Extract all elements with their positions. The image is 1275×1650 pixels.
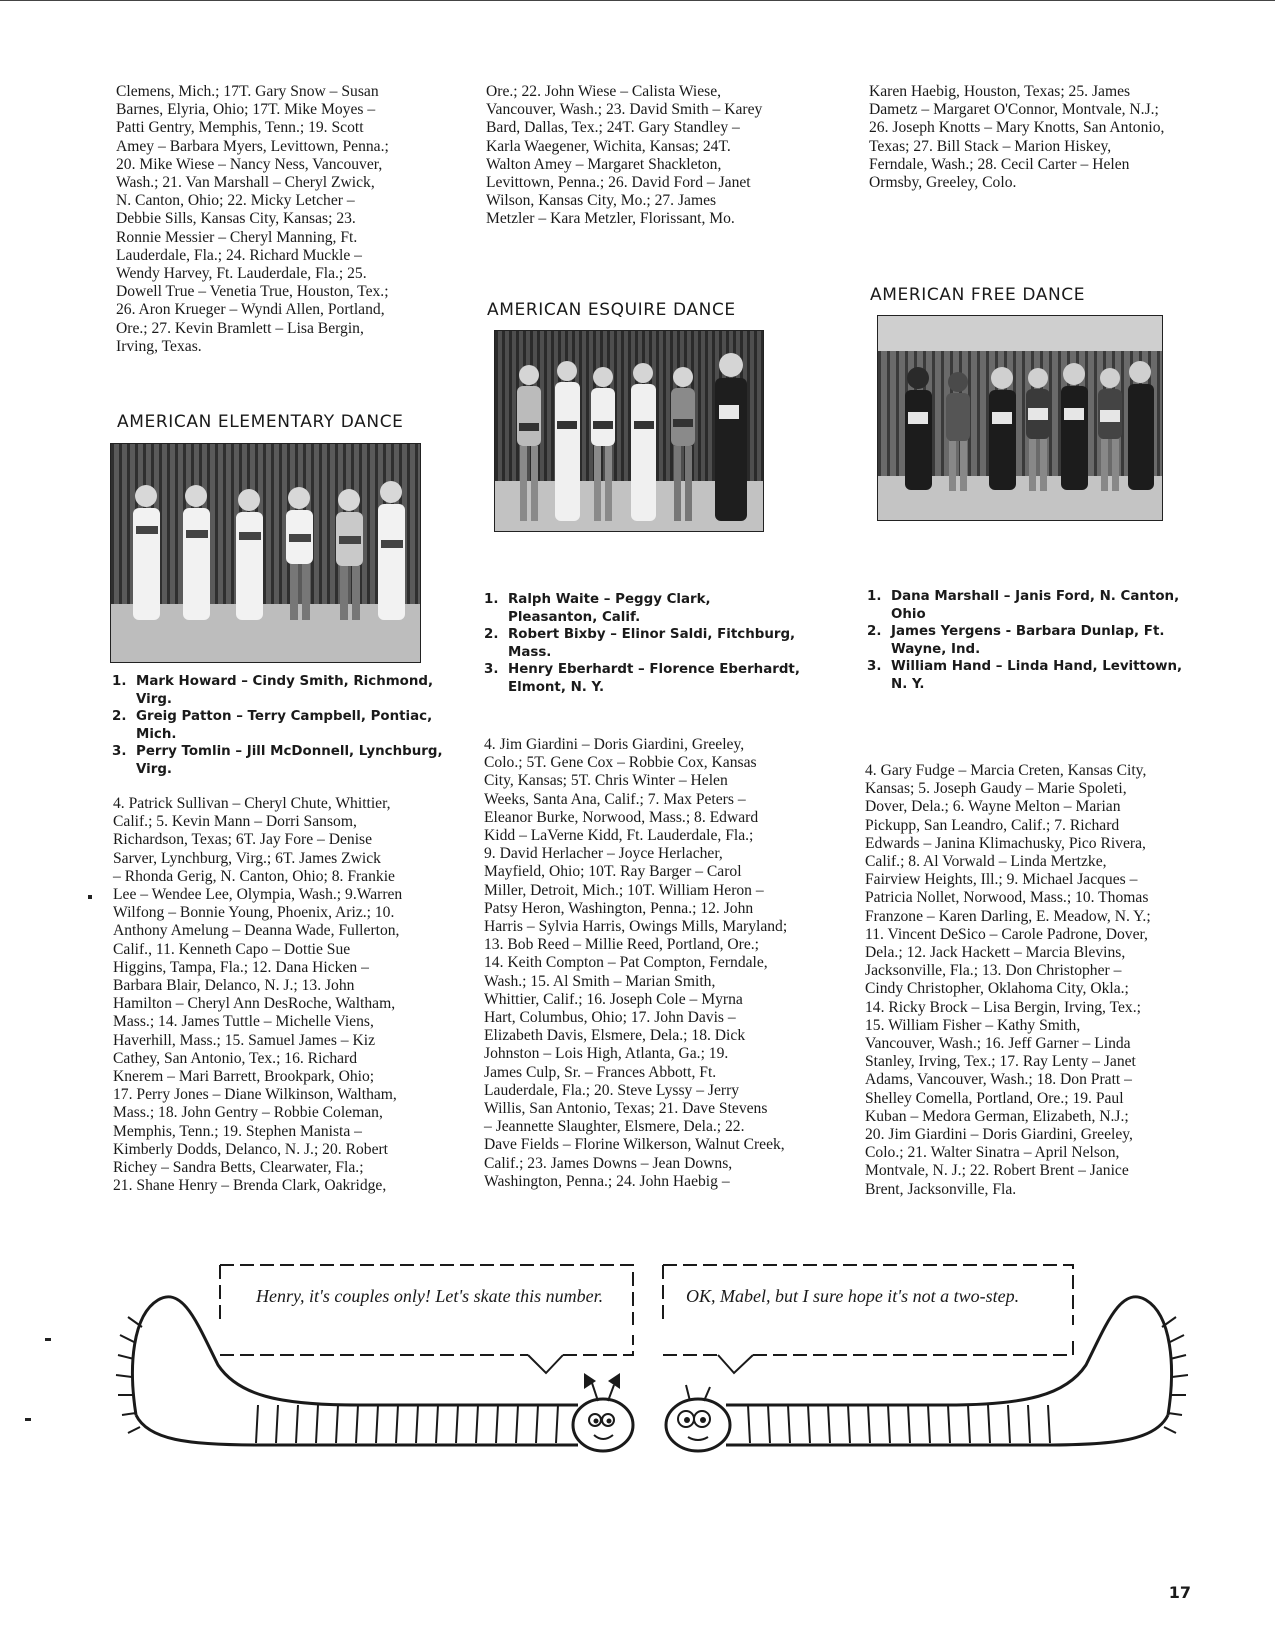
esquire-dance-winners-photo (494, 330, 764, 532)
elementary-dance-winners-photo (110, 443, 421, 663)
winner-1: 1. Dana Marshall – Janis Ford, N. Canton, Ohio (867, 589, 1180, 622)
winner-2: 2. Robert Bixby – Elinor Saldi, Fitchburg, Mass. (484, 627, 796, 660)
right-caterpillar-head (666, 1385, 730, 1451)
left-caterpillar (132, 1297, 578, 1445)
winner-3: 3. Perry Tomlin – Jill McDonnell, Lynchburg, Virg. (112, 744, 443, 777)
left-speech-bubble-text: Henry, it's couples only! Let's skate this number. (256, 1286, 604, 1306)
winner-1: 1. Mark Howard – Cindy Smith, Richmond, Virg. (112, 674, 434, 707)
right-speech-bubble-text: OK, Mabel, but I sure hope it's not a two-step. (686, 1286, 1020, 1306)
heading-american-elementary-dance: AMERICAN ELEMENTARY DANCE (117, 412, 404, 432)
winner-3: 3. Henry Eberhardt – Florence Eberhardt, Elmont, N. Y. (484, 662, 800, 695)
top-rule (0, 0, 1275, 1)
page-number: 17 (1168, 1583, 1191, 1602)
elementary-other-placings: 4. Patrick Sullivan – Cheryl Chute, Whittier, Calif.; 5. Kevin Mann – Dorri Sansom, Richardson, Texas; 6T. Jay Fore – Denise Sarver, Lynchburg, Virg.; 6T. James Zwick – Rhonda Gerig, N. Canton, Ohio; 8. Frankie Lee – Wendee Lee, Olympia, Wash.; 9.Warren Wilfong – Bonnie Young, Phoenix, Ariz.; 10. Anthony Amelung – Deanna Wade, Fullerton, Calif., 11. Kenneth Capo – Dottie Sue Higgins, Tampa, Fla.; 12. Dana Hicken – Barbara Blair, Delanco, N. J.; 13. John Hamilton – Cheryl Ann DesRoche, Waltham, Mass.; 14. James Tuttle – Michelle Viens, Haverhill, Mass.; 15. Samuel James – Kiz Cathey, San Antonio, Tex.; 16. Richard Knerem – Mari Barrett, Brookpark, Ohio; 17. Perry Jones – Diane Wilkinson, Waltham, Mass.; 18. John Gentry – Robbie Coleman, Memphis, Tenn.; 19. Stephen Manista – Kimberly Dodds, Delanco, N. J.; 20. Robert Richey – Sandra Betts, Clearwater, Fla.; 21. Shane Henry – Brenda Clark, Oakridge, (113, 795, 403, 1195)
margin-mark (45, 1338, 51, 1341)
winner-1: 1. Ralph Waite – Peggy Clark, Pleasanton, Calif. (484, 592, 711, 625)
col2-continued-results: Ore.; 22. John Wiese – Calista Wiese, Vancouver, Wash.; 23. David Smith – Karey Bard, Dallas, Tex.; 24T. Gary Standley – Karla Waegener, Wichita, Kansas; 24T. Walton Amey – Margaret Shackleton, Levittown, Penna.; 26. David Ford – Janet Wilson, Kansas City, Mo.; 27. James Metzler – Kara Metzler, Florissant, Mo. (486, 83, 763, 228)
elementary-winners-list (112, 673, 452, 778)
free-dance-winners-list (867, 588, 1187, 693)
col1-continued-results: Clemens, Mich.; 17T. Gary Snow – Susan Barnes, Elyria, Ohio; 17T. Mike Moyes – Patti Gentry, Memphis, Tenn.; 19. Scott Amey – Barbara Myers, Levittown, Penna.; 20. Mike Wiese – Nancy Ness, Vancouver, Wash.; 21. Van Marshall – Cheryl Zwick, N. Canton, Ohio; 22. Micky Letcher – Debbie Sills, Kansas City, Kansas; 23. Ronnie Messier – Cheryl Manning, Ft. Lauderdale, Fla.; 24. Richard Muckle – Wendy Harvey, Ft. Lauderdale, Fla.; 25. Dowell True – Venetia True, Houston, Tex.; 26. Aron Krueger – Wyndi Allen, Portland, Ore.; 27. Kevin Bramlett – Lisa Bergin, Irving, Texas. (116, 83, 389, 355)
left-caterpillar-head (573, 1373, 633, 1451)
heading-american-esquire-dance: AMERICAN ESQUIRE DANCE (487, 300, 736, 320)
winner-2: 2. James Yergens - Barbara Dunlap, Ft. Wayne, Ind. (867, 624, 1165, 657)
heading-american-free-dance: AMERICAN FREE DANCE (870, 285, 1086, 305)
winner-3: 3. William Hand – Linda Hand, Levittown, N. Y. (867, 659, 1183, 692)
free-dance-winners-photo (877, 315, 1163, 521)
esquire-winners-list (484, 591, 804, 696)
margin-mark (25, 1418, 31, 1421)
col3-continued-results: Karen Haebig, Houston, Texas; 25. James Dametz – Margaret O'Connor, Montvale, N.J.; 26. Joseph Knotts – Mary Knotts, San Antonio, Texas; 27. Bill Stack – Marion Hiskey, Ferndale, Wash.; 28. Cecil Carter – Helen Ormsby, Greeley, Colo. (869, 83, 1165, 192)
free-dance-other-placings: 4. Gary Fudge – Marcia Creten, Kansas City, Kansas; 5. Joseph Gaudy – Marie Spoleti, Dover, Dela.; 6. Wayne Melton – Marian Pickupp, San Leandro, Calif.; 7. Richard Edwards – Janina Klimachusky, Pico Rivera, Calif.; 8. Al Vorwald – Linda Mertzke, Fairview Heights, Ill.; 9. Michael Jacques – Patricia Nollet, Norwood, Mass.; 10. Thomas Franzone – Karen Darling, E. Meadow, N. Y.; 11. Vincent DeSico – Carole Padrone, Dover, Dela.; 12. Jack Hackett – Marcia Blevins, Jacksonville, Fla.; 13. Don Christopher – Cindy Christopher, Oklahoma City, Okla.; 14. Ricky Brock – Lisa Bergin, Irving, Tex.; 15. William Fisher – Kathy Smith, Vancouver, Wash.; 16. Jeff Garner – Linda Stanley, Irving, Tex.; 17. Ray Lenty – Janet Adams, Vancouver, Wash.; 18. Don Pratt – Shelley Comella, Portland, Ore.; 19. Paul Kuban – Medora German, Elizabeth, N.J.; 20. Jim Giardini – Doris Giardini, Greeley, Colo.; 21. Walter Sinatra – April Nelson, Montvale, N. J.; 22. Robert Brent – Janice Brent, Jacksonville, Fla. (865, 762, 1151, 1198)
margin-mark (88, 895, 92, 899)
winner-2: 2. Greig Patton – Terry Campbell, Pontiac, Mich. (112, 709, 433, 742)
esquire-other-placings: 4. Jim Giardini – Doris Giardini, Greeley, Colo.; 5T. Gene Cox – Robbie Cox, Kansas City, Kansas; 5T. Chris Winter – Helen Weeks, Santa Ana, Calif.; 7. Max Peters – Eleanor Burke, Norwood, Mass.; 8. Edward Kidd – LaVerne Kidd, Ft. Lauderdale, Fla.; 9. David Herlacher – Joyce Herlacher, Mayfield, Ohio; 10T. Ray Barger – Carol Miller, Detroit, Mich.; 10T. William Heron – Patsy Heron, Washington, Penna.; 12. John Harris – Sylvia Harris, Owings Mills, Maryland; 13. Bob Reed – Millie Reed, Portland, Ore.; 14. Keith Compton – Pat Compton, Ferndale, Wash.; 15. Al Smith – Marian Smith, Whittier, Calif.; 16. Joseph Cole – Myrna Hart, Columbus, Ohio; 17. John Davis – Elizabeth Davis, Elsmere, Dela.; 18. Dick Johnston – Lois High, Atlanta, Ga.; 19. James Culp, Sr. – Frances Abbott, Ft. Lauderdale, Fla.; 20. Steve Lyssy – Jerry Willis, San Antonio, Texas; 21. Dave Stevens – Jeannette Slaughter, Elsmere, Dela.; 22. Dave Fields – Florine Wilkerson, Walnut Creek, Calif.; 23. James Downs – Jean Downs, Washington, Penna.; 24. John Haebig – (484, 736, 788, 1190)
